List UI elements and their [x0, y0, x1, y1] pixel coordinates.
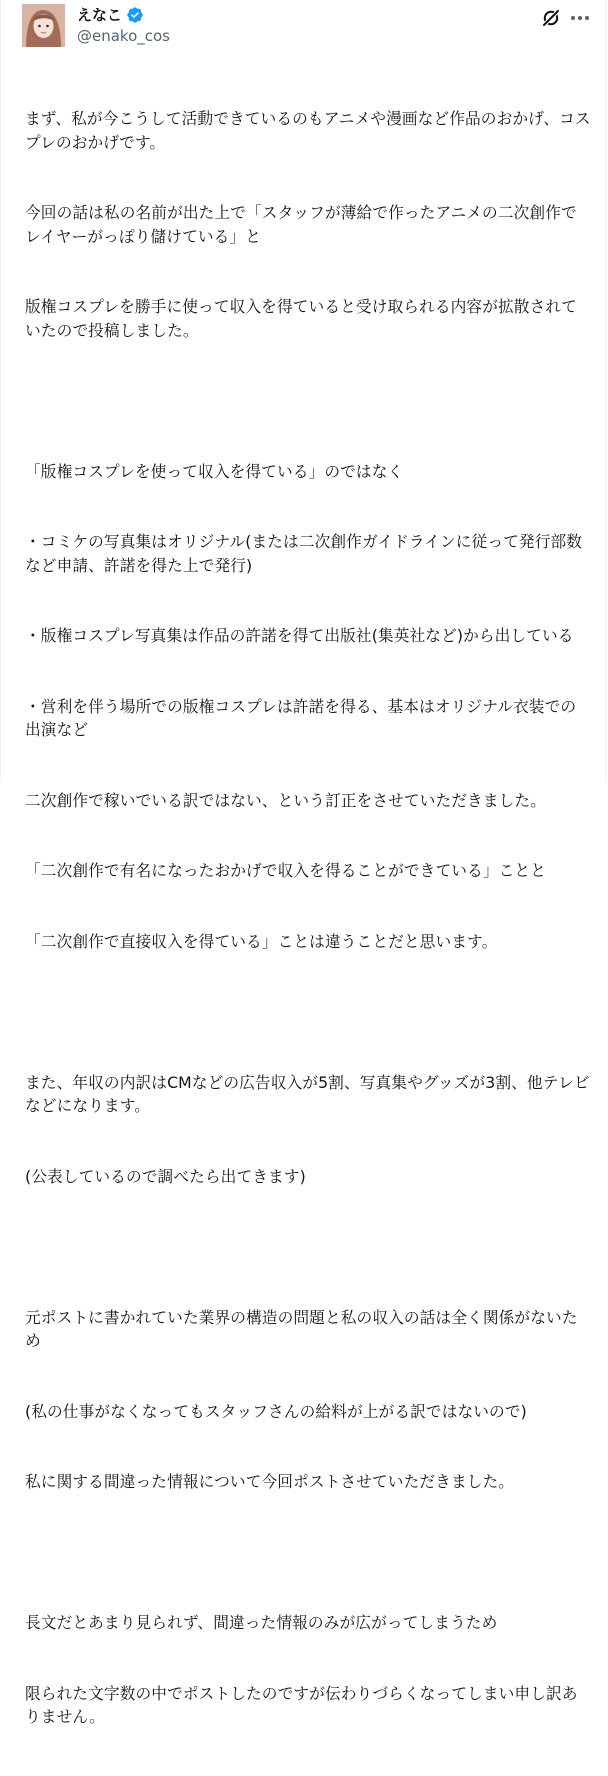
post-line: 版権コスプレを勝手に使って収入を得ていると受け取られる内容が拡散されていたので投稿しました。	[25, 297, 577, 340]
post-line: 「版権コスプレを使って収入を得ている」のではなく	[25, 461, 404, 481]
post-line: 元ポストに書かれていた業界の構造の問題と私の収入の話は全く関係がないため	[25, 1307, 578, 1350]
post-header	[1, 0, 605, 56]
post-body	[25, 60, 591, 1776]
post-line: 「二次創作で有名になったおかげで収入を得ることができている」ことと	[25, 861, 546, 880]
paragraph-gap	[25, 1000, 591, 1024]
paragraph-gap	[25, 1235, 591, 1259]
user-handle[interactable]: @enako_cos	[77, 27, 170, 45]
post-line: 「二次創作で直接収入を得ている」ことは違うことだと思います。	[25, 931, 498, 951]
post-line: 限られた文字数の中でポストしたのですが伝わりづらくなってしまい申し訳ありません。	[25, 1683, 578, 1726]
post-line: 二次創作で稼いでいる訳ではない、という訂正をさせていただきました。	[25, 790, 546, 810]
paragraph-gap	[25, 1541, 591, 1565]
post-line: ・版権コスプレ写真集は作品の許諾を得て出版社(集英社など)から出している	[25, 626, 574, 645]
verified-badge-icon	[126, 6, 144, 24]
paragraph-gap	[25, 389, 591, 413]
avatar[interactable]	[22, 4, 65, 47]
display-name[interactable]: えなこ	[77, 6, 123, 24]
avatar-photo-icon	[22, 4, 65, 47]
post-line: (公表しているので調べたら出てきます)	[25, 1166, 306, 1186]
post-line: 今回の話は私の名前が出た上で「スタッフが薄給で作ったアニメの二次創作でレイヤーがっぽり儲けている」と	[25, 203, 577, 246]
more-options-icon[interactable]	[569, 8, 591, 28]
post-line: 私に関する間違った情報について今回ポストさせていただきました。	[25, 1472, 515, 1491]
post-line: ・営利を伴う場所での版権コスプレは許諾を得る、基本はオリジナル衣装での出演など	[25, 696, 577, 739]
grok-icon[interactable]	[541, 8, 561, 28]
post-line: まず、私が今こうして活動できているのもアニメや漫画など作品のおかげ、コスプレのおかげです。	[25, 109, 591, 152]
post-line: (私の仕事がなくなってもスタッフさんの給料が上がる訳ではないので)	[25, 1401, 527, 1421]
name-row	[77, 6, 144, 24]
post-line: ・コミケの写真集はオリジナル(または二次創作ガイドラインに従って発行部数など申請、許諾を得た上で発行)	[25, 532, 583, 575]
post-line: 長文だとあまり見られず、間違った情報のみが広がってしまうため	[25, 1613, 498, 1632]
post-line: また、年収の内訳はCMなどの広告収入が5割、写真集やグッズが3割、他テレビなどになります。	[25, 1072, 590, 1115]
